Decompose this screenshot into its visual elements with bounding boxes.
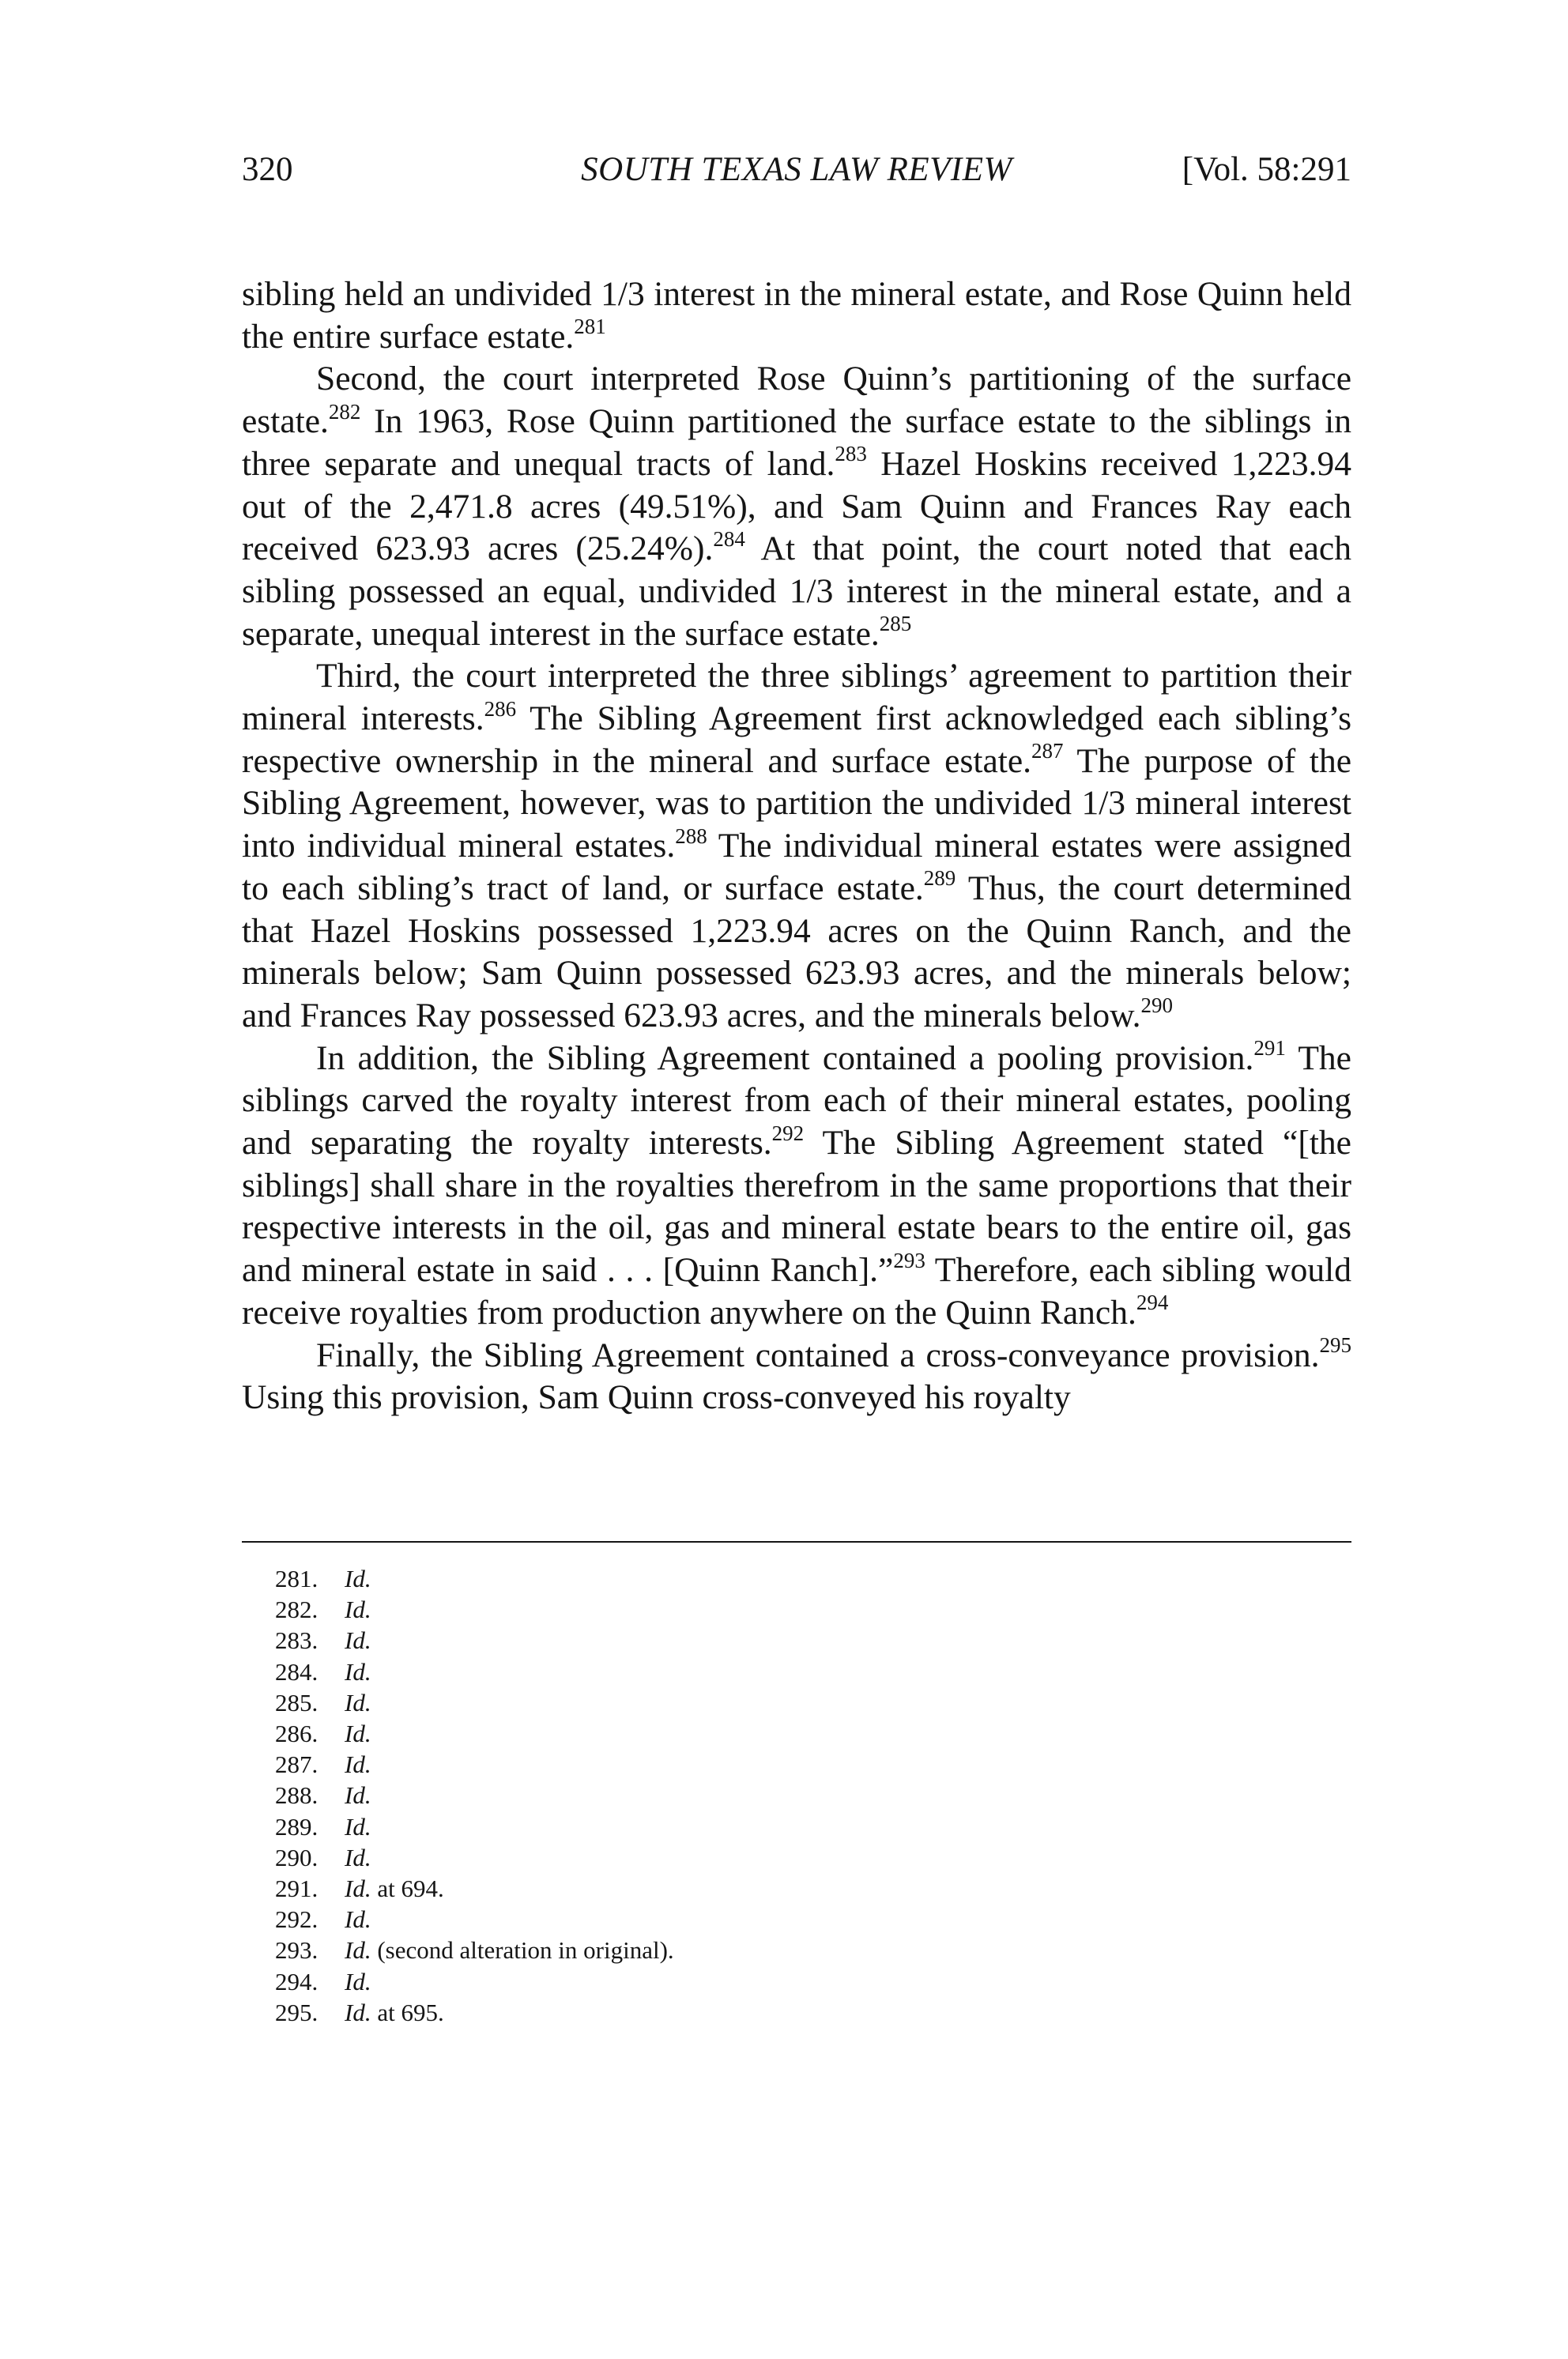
paragraph-text: Second, the court interpreted Rose Quinn’s partitioning of the surface estate. <box>242 360 1351 441</box>
footnote-text <box>345 1904 371 1935</box>
footnote-ref[interactable]: 292 <box>771 1121 805 1145</box>
footnote-rest: (second alteration in original). <box>371 1936 674 1965</box>
footnote-number: 288. <box>275 1781 318 1810</box>
footnote-ref[interactable]: 290 <box>1140 993 1174 1018</box>
paragraph-text: In addition, the Sibling Agreement contained a pooling provision. <box>316 1038 1254 1077</box>
footnote-number: 282. <box>275 1596 318 1624</box>
footnote-text <box>345 1873 444 1904</box>
footnote-id: Id. <box>345 1843 371 1871</box>
paragraph-text: Hazel Hoskins received 1,223.94 out of the 2,471.8 acres (49.51%), and Sam Quinn and Frances Ray each received 623.93 acres (25.24%). <box>242 444 1351 568</box>
footnote-text <box>345 1780 371 1811</box>
footnote-ref[interactable]: 291 <box>1253 1036 1286 1061</box>
footnote-ref[interactable]: 289 <box>923 866 956 891</box>
footnote-text <box>345 1842 371 1873</box>
footnote-number: 291. <box>275 1875 318 1903</box>
paragraph-text: In 1963, Rose Quinn partitioned the surface estate to the siblings in three separate and unequal tracts of land. <box>242 402 1351 483</box>
footnote-ref[interactable]: 285 <box>879 612 912 636</box>
footnote-id: Id. <box>345 1657 371 1686</box>
footnote-id: Id. <box>345 1750 371 1779</box>
paragraph-text: sibling held an undivided 1/3 interest in the mineral estate, and Rose Quinn held the entire surface estate. <box>242 275 1351 356</box>
footnote-number: 284. <box>275 1657 318 1686</box>
footnote-id: Id. <box>345 1565 371 1592</box>
footnote-text <box>345 1749 371 1780</box>
footnote-text <box>345 1811 371 1842</box>
footnote-ref[interactable]: 281 <box>574 315 606 339</box>
footnote-number: 281. <box>275 1565 318 1592</box>
footnote-id: Id. <box>345 1875 371 1903</box>
footnote <box>242 1749 1351 1780</box>
footnote <box>242 1780 1351 1811</box>
footnotes <box>242 1563 1351 2028</box>
footnote <box>242 1656 1351 1687</box>
footnote <box>242 1873 1351 1904</box>
footnote-rest: at 695. <box>371 1998 444 2026</box>
footnote <box>242 1811 1351 1842</box>
footnote <box>242 1904 1351 1935</box>
footnote-id: Id. <box>345 1998 371 2026</box>
footnote-ref[interactable]: 294 <box>1136 1291 1169 1315</box>
footnote <box>242 1842 1351 1873</box>
footnote-number: 295. <box>275 1998 318 2026</box>
footnote <box>242 1966 1351 1997</box>
footnote-id: Id. <box>345 1688 371 1716</box>
paragraph <box>242 655 1351 1037</box>
footnote-text <box>345 1594 371 1625</box>
footnote-number: 287. <box>275 1750 318 1779</box>
footnote-text <box>345 1687 371 1718</box>
footnote-text <box>345 1966 371 1997</box>
footnote-number: 289. <box>275 1812 318 1841</box>
article-body <box>242 273 1351 1419</box>
footnote-ref[interactable]: 283 <box>835 442 867 466</box>
footnote-ref[interactable]: 286 <box>484 696 517 721</box>
footnote <box>242 1687 1351 1718</box>
paragraph <box>242 1038 1351 1335</box>
footnote-text <box>345 1935 674 1965</box>
paragraph-text: The Sibling Agreement first acknowledged each sibling’s respective ownership in the mineral and surface estate. <box>242 699 1351 780</box>
running-header <box>242 150 1351 198</box>
footnote-ref[interactable]: 293 <box>893 1248 925 1272</box>
footnote-ref[interactable]: 282 <box>328 399 361 424</box>
footnote-ref[interactable]: 288 <box>675 823 707 848</box>
page-number: 320 <box>242 151 293 188</box>
footnote-text <box>345 1718 371 1749</box>
volume-citation: [Vol. 58:291 <box>1182 151 1351 188</box>
paragraph-text: The purpose of the Sibling Agreement, however, was to partition the undivided 1/3 mineral interest into individual mineral estates. <box>242 741 1351 865</box>
footnote-id: Id. <box>345 1596 371 1624</box>
footnote-number: 290. <box>275 1843 318 1871</box>
footnote-number: 285. <box>275 1688 318 1716</box>
paragraph <box>242 1335 1351 1419</box>
footnote-number: 292. <box>275 1905 318 1934</box>
footnote <box>242 1594 1351 1625</box>
paragraph <box>242 273 1351 358</box>
paragraph-text: Thus, the court determined that Hazel Hoskins possessed 1,223.94 acres on the Quinn Ranch, and the minerals below; Sam Quinn possessed 623.93 acres, and the minerals below; and Frances Ray possessed 623.93 acres, and the minerals below. <box>242 869 1351 1034</box>
footnote-number: 286. <box>275 1720 318 1748</box>
paragraph-text: At that point, the court noted that each sibling possessed an equal, undivided 1/3 interest in the mineral estate, and a separate, unequal interest in the surface estate. <box>242 529 1351 653</box>
footnote <box>242 1563 1351 1594</box>
footnote-text <box>345 1625 371 1656</box>
footnote <box>242 1997 1351 2028</box>
footnote-id: Id. <box>345 1781 371 1810</box>
footnote <box>242 1625 1351 1656</box>
paragraph-text: The siblings carved the royalty interest from each of their mineral estates, pooling and separating the royalty interests. <box>242 1038 1351 1163</box>
footnote <box>242 1935 1351 1965</box>
paragraph-text: Therefore, each sibling would receive royalties from production anywhere on the Quinn Ranch. <box>242 1251 1351 1332</box>
footnote-text <box>345 1997 444 2028</box>
footnote-ref[interactable]: 295 <box>1319 1333 1351 1358</box>
footnote-number: 294. <box>275 1967 318 1995</box>
paragraph-text: The Sibling Agreement stated “[the siblings] shall share in the royalties therefrom in the same proportions that their respective interests in the oil, gas and mineral estate bears to the entire oil, gas and mineral estate in said . . . [Quinn Ranch].” <box>242 1124 1351 1290</box>
footnote-text <box>345 1656 371 1687</box>
footnote-text <box>345 1563 371 1594</box>
footnote-id: Id. <box>345 1905 371 1934</box>
footnote-id: Id. <box>345 1626 371 1655</box>
footnote-id: Id. <box>345 1812 371 1841</box>
footnote <box>242 1718 1351 1749</box>
footnote-number: 283. <box>275 1626 318 1655</box>
paragraph-text: The individual mineral estates were assigned to each sibling’s tract of land, or surface estate. <box>242 827 1351 907</box>
footnote-divider <box>242 1541 1351 1543</box>
paragraph-text: Third, the court interpreted the three siblings’ agreement to partition their mineral interests. <box>242 657 1351 738</box>
paragraph-text: Using this provision, Sam Quinn cross-conveyed his royalty <box>242 1378 1071 1417</box>
journal-title: SOUTH TEXAS LAW REVIEW <box>581 151 1012 188</box>
footnote-ref[interactable]: 284 <box>713 526 745 551</box>
paragraph <box>242 358 1351 655</box>
footnote-number: 293. <box>275 1936 318 1965</box>
footnote-id: Id. <box>345 1936 371 1965</box>
footnote-id: Id. <box>345 1967 371 1995</box>
footnote-id: Id. <box>345 1720 371 1748</box>
footnote-ref[interactable]: 287 <box>1031 739 1064 763</box>
paragraph-text: Finally, the Sibling Agreement contained a cross-conveyance provision. <box>316 1336 1320 1374</box>
footnote-rest: at 694. <box>371 1875 444 1903</box>
